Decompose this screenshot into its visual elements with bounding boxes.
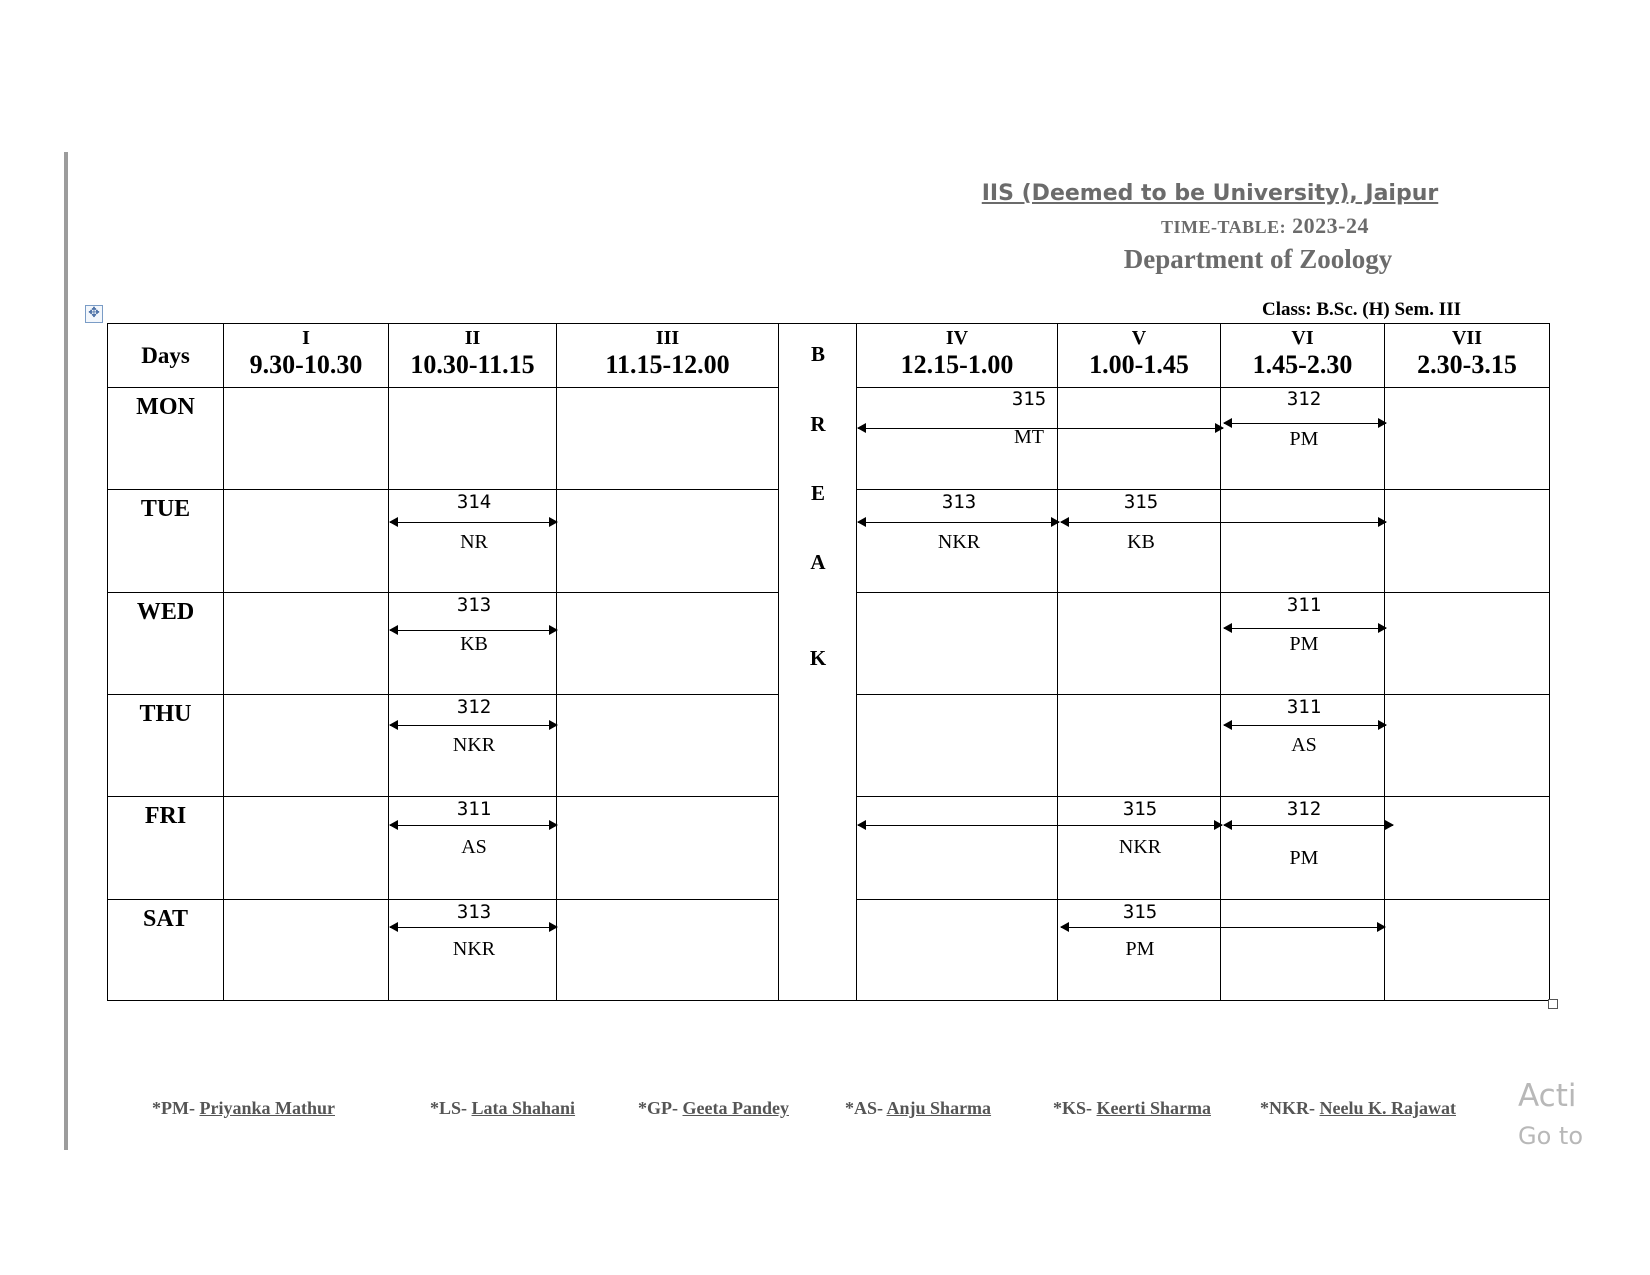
- break-letter: K: [809, 646, 827, 670]
- room-number: 315: [1011, 388, 1047, 410]
- period-header-7: [1385, 324, 1550, 388]
- room-number: 314: [456, 491, 492, 513]
- teacher-code: MT: [1014, 426, 1044, 448]
- period-roman: VI: [1291, 326, 1314, 349]
- period-header-3: [557, 324, 779, 388]
- teacher-code: KB: [460, 633, 488, 655]
- activation-watermark-sub: Go to: [1518, 1122, 1584, 1150]
- legend-item: *LS- Lata Shahani: [430, 1098, 576, 1118]
- header-row: [108, 324, 1550, 388]
- days-header: Days: [108, 324, 224, 388]
- timetable-year: 2023-24: [1292, 213, 1369, 238]
- span-arrow: [1224, 423, 1386, 424]
- table-cell: [1385, 490, 1550, 593]
- room-number: 311: [1286, 594, 1322, 616]
- break-letter: A: [810, 550, 826, 574]
- table-cell: [224, 900, 389, 1001]
- period-roman: V: [1131, 326, 1147, 349]
- university-title: IIS (Deemed to be University), Jaipur: [981, 181, 1439, 206]
- table-cell: [557, 797, 779, 900]
- span-arrow: [1061, 522, 1386, 523]
- room-number: 312: [456, 696, 492, 718]
- period-time: 1.45-2.30: [1252, 349, 1353, 379]
- room-number: 315: [1123, 491, 1159, 513]
- timetable: [107, 323, 1549, 1000]
- span-arrow: [1224, 825, 1393, 826]
- break-column: [779, 324, 857, 1001]
- table-resize-handle[interactable]: [1548, 999, 1558, 1009]
- room-number: 311: [456, 798, 492, 820]
- table-cell: [1221, 900, 1385, 1001]
- span-arrow: [390, 725, 557, 726]
- table-cell: [1385, 388, 1550, 490]
- period-header-2: [389, 324, 557, 388]
- teacher-code: PM: [1125, 938, 1155, 960]
- day-label: TUE: [108, 490, 224, 593]
- table-cell: [1221, 490, 1385, 593]
- day-label: WED: [108, 593, 224, 695]
- table-cell: [557, 490, 779, 593]
- period-time: 1.00-1.45: [1089, 349, 1189, 379]
- period-roman: I: [302, 326, 310, 349]
- page-margin-rule: [64, 152, 68, 1150]
- span-arrow: [1224, 628, 1386, 629]
- teacher-code: NR: [460, 531, 488, 553]
- room-number: 311: [1286, 696, 1322, 718]
- room-number: 312: [1286, 798, 1322, 820]
- period-roman: VII: [1451, 326, 1482, 349]
- span-arrow: [390, 825, 557, 826]
- period-header-6: [1221, 324, 1385, 388]
- table-cell: [389, 388, 557, 490]
- legend-item: *GP- Geeta Pandey: [638, 1098, 789, 1118]
- period-roman: III: [655, 326, 680, 349]
- legend-item: *PM- Priyanka Mathur: [152, 1098, 335, 1118]
- table-cell: [224, 388, 389, 490]
- period-time: 2.30-3.15: [1417, 349, 1517, 379]
- day-label: MON: [108, 388, 224, 490]
- teacher-code: NKR: [452, 734, 496, 756]
- teacher-code: AS: [461, 836, 487, 858]
- period-header-4: [857, 324, 1058, 388]
- period-header-5: [1058, 324, 1221, 388]
- table-cell: [557, 900, 779, 1001]
- table-cell: [1385, 797, 1550, 900]
- span-arrow: [1061, 927, 1385, 928]
- room-number: 313: [941, 491, 977, 513]
- table-cell: [557, 388, 779, 490]
- day-label: FRI: [108, 797, 224, 900]
- table-cell: [557, 695, 779, 797]
- table-cell: [1385, 695, 1550, 797]
- table-cell: [857, 900, 1058, 1001]
- span-arrow: [1224, 725, 1386, 726]
- table-cell: [857, 695, 1058, 797]
- period-roman: II: [464, 326, 481, 349]
- room-number: 315: [1122, 798, 1158, 820]
- period-time: 10.30-11.15: [410, 349, 535, 379]
- legend-item: *KS- Keerti Sharma: [1053, 1098, 1211, 1118]
- day-label: SAT: [108, 900, 224, 1001]
- legend-item: *AS- Anju Sharma: [845, 1098, 992, 1118]
- break-letter: E: [810, 481, 825, 505]
- span-arrow: [858, 522, 1059, 523]
- room-number: 313: [456, 901, 492, 923]
- period-time: 11.15-12.00: [605, 349, 730, 379]
- room-number: 313: [456, 594, 492, 616]
- teacher-code: AS: [1291, 734, 1317, 756]
- table-cell: [857, 593, 1058, 695]
- period-roman: IV: [945, 326, 969, 349]
- table-cell: [1385, 900, 1550, 1001]
- span-arrow: [390, 522, 557, 523]
- room-number: 315: [1122, 901, 1158, 923]
- table-cell: [1058, 593, 1221, 695]
- department-title: Department of Zoology: [1123, 244, 1393, 274]
- table-cell: [224, 797, 389, 900]
- teacher-code: PM: [1289, 428, 1319, 450]
- table-cell: [224, 593, 389, 695]
- table-cell: [224, 695, 389, 797]
- teacher-code: PM: [1289, 633, 1319, 655]
- period-time: 9.30-10.30: [249, 349, 363, 379]
- class-label: Class: B.Sc. (H) Sem. III: [1262, 299, 1461, 320]
- break-letter: R: [810, 412, 826, 436]
- table-move-icon[interactable]: ✥: [85, 305, 103, 323]
- timetable-label: TIME-TABLE:: [1160, 217, 1287, 237]
- table-cell: [857, 797, 1058, 900]
- period-header-1: [224, 324, 389, 388]
- activation-watermark: Acti: [1518, 1078, 1577, 1114]
- table-cell: [557, 593, 779, 695]
- span-arrow: [390, 927, 557, 928]
- room-number: 312: [1286, 388, 1322, 410]
- timetable-grid: [107, 323, 1550, 1001]
- period-time: 12.15-1.00: [900, 349, 1014, 379]
- span-arrow: [858, 825, 1222, 826]
- timetable-title: [440, 213, 1650, 239]
- teacher-code: NKR: [1118, 836, 1162, 858]
- teacher-code: PM: [1289, 847, 1319, 869]
- teacher-code: NKR: [452, 938, 496, 960]
- legend-item: *NKR- Neelu K. Rajawat: [1260, 1098, 1456, 1118]
- span-arrow: [390, 630, 557, 631]
- table-cell: [224, 490, 389, 593]
- teacher-code: KB: [1127, 531, 1155, 553]
- table-cell: [1058, 695, 1221, 797]
- day-label: THU: [108, 695, 224, 797]
- break-letter: B: [810, 342, 825, 366]
- teacher-code: NKR: [937, 531, 981, 553]
- table-cell: [1385, 593, 1550, 695]
